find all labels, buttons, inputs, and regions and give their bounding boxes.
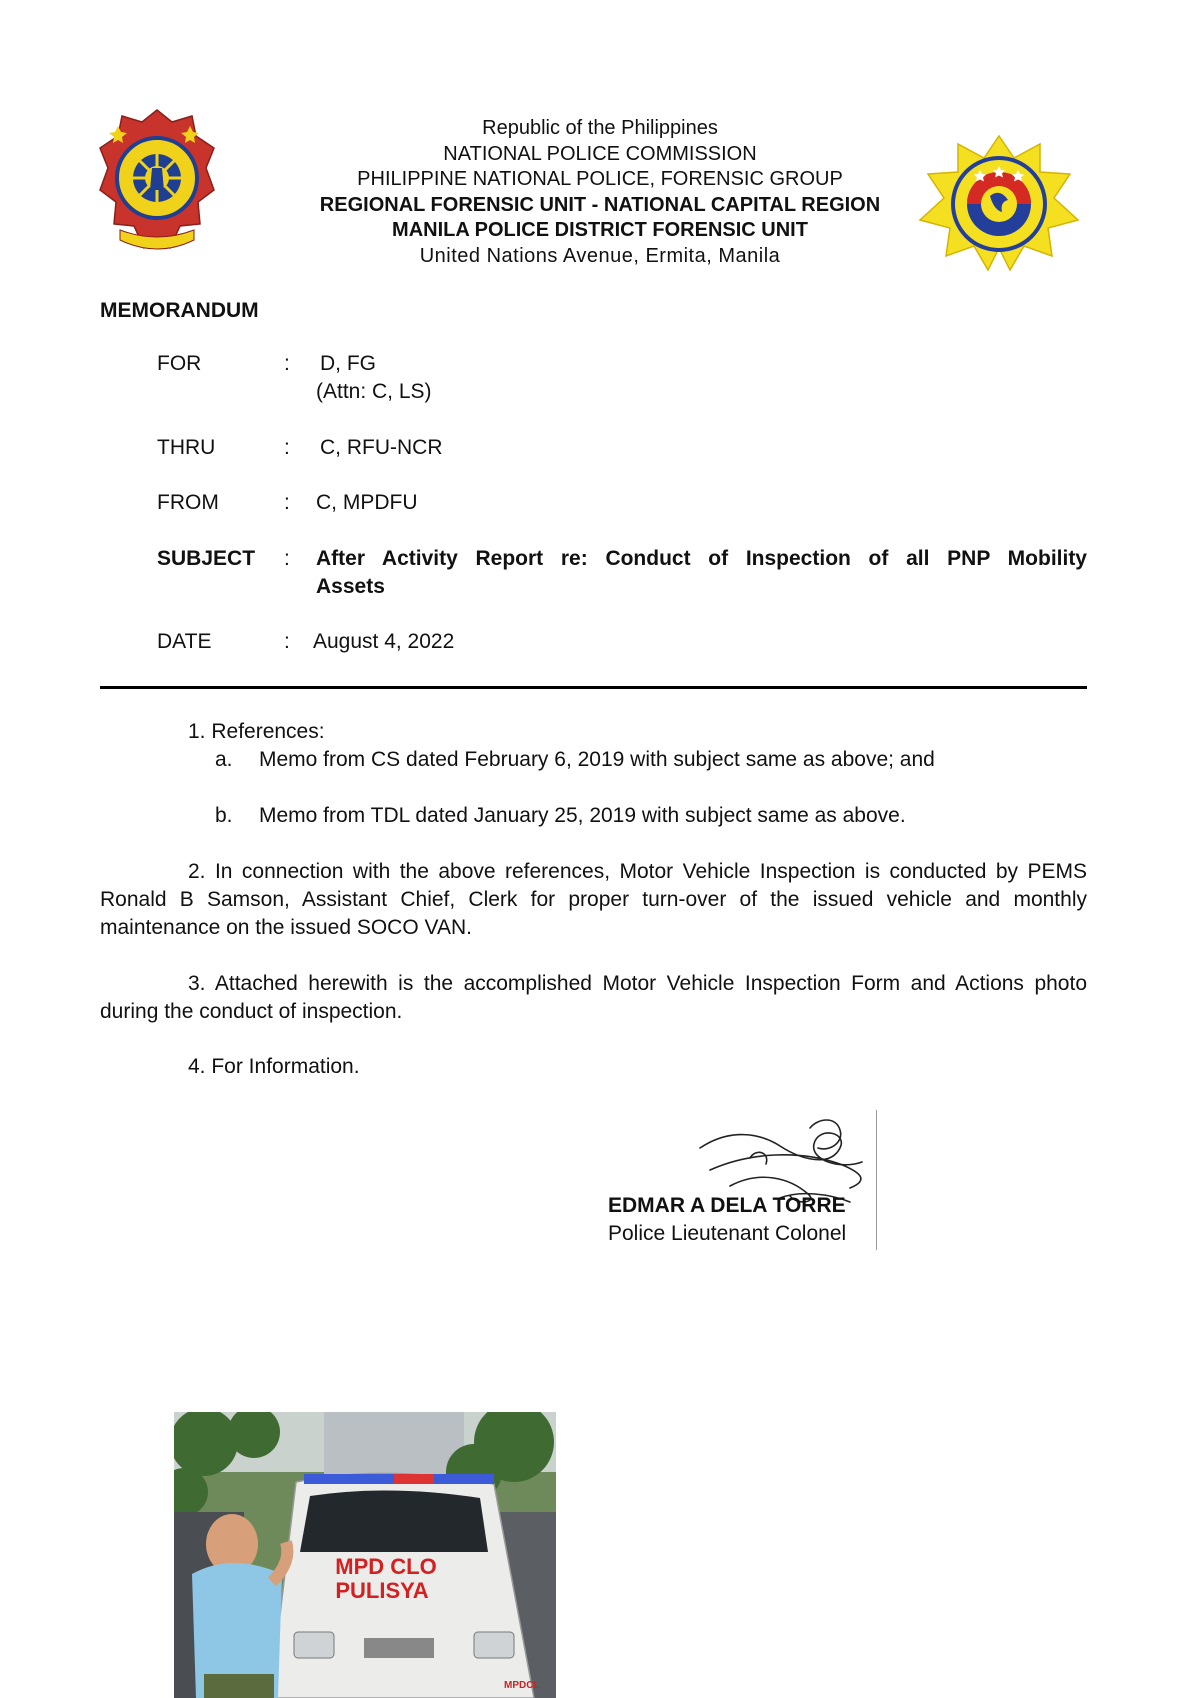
date-colon: : (284, 630, 290, 653)
date-label: DATE (157, 630, 212, 653)
letterhead-line-mpdfu: MANILA POLICE DISTRICT FORENSIC UNIT (392, 219, 808, 241)
from-value: C, MPDFU (316, 491, 418, 514)
for-label: FOR (157, 352, 202, 375)
van-side-text: MPDCL (504, 1680, 540, 1691)
handwritten-signature (690, 1108, 890, 1208)
for-colon: : (284, 352, 290, 375)
thru-label: THRU (157, 436, 216, 459)
letterhead-line-napolcom: NATIONAL POLICE COMMISSION (443, 142, 757, 165)
paragraph-4: 4. For Information. (188, 1055, 360, 1078)
thru-colon: : (284, 436, 290, 459)
memo-title: MEMORANDUM (100, 299, 259, 322)
from-label: FROM (157, 491, 219, 514)
letterhead (260, 116, 940, 269)
van-text-pulisya: PULISYA (335, 1578, 429, 1603)
letterhead-line-address: United Nations Avenue, Ermita, Manila (419, 244, 781, 267)
from-colon: : (284, 491, 290, 514)
letterhead-line-rfu-ncr: REGIONAL FORENSIC UNIT - NATIONAL CAPITAL REGION (319, 193, 881, 216)
signatory-rank: Police Lieutenant Colonel (608, 1222, 847, 1245)
reference-a-marker: a. (215, 748, 233, 771)
reference-b-text: Memo from TDL dated January 25, 2019 with subject same as above. (259, 804, 906, 827)
paragraph-1-references: 1. References: (188, 720, 325, 743)
paragraph-2: 2. In connection with the above references, Motor Vehicle Inspection is conducted by PEMS Ronald B Samson, Assistant Chief, Clerk for proper turn-over of the issued vehicle and monthly maintenance on the issued SOCO VAN. (100, 860, 1087, 939)
date-value: August 4, 2022 (313, 630, 455, 653)
pnp-forensic-group-seal-icon (918, 134, 1080, 272)
thru-value: C, RFU-NCR (320, 436, 443, 459)
signature-margin-line (876, 1110, 877, 1250)
for-attn: (Attn: C, LS) (316, 380, 432, 403)
subject-label: SUBJECT (157, 547, 256, 570)
subject-value-line2: Assets (316, 575, 385, 598)
paragraph-3: 3. Attached herewith is the accomplished Motor Vehicle Inspection Form and Actions photo during the conduct of inspection. (100, 972, 1087, 1023)
subject-colon: : (284, 547, 290, 570)
letterhead-line-pnp-fg: PHILIPPINE NATIONAL POLICE, FORENSIC GROUP (357, 168, 843, 190)
van-text-mpd-clo: MPD CLO (335, 1554, 437, 1579)
header-divider (100, 686, 1087, 689)
for-value: D, FG (320, 352, 376, 375)
reference-a-text: Memo from CS dated February 6, 2019 with subject same as above; and (259, 748, 935, 771)
pnp-seal-icon (98, 108, 216, 258)
signatory-name: EDMAR A DELA TORRE (608, 1194, 846, 1217)
inspection-photo (174, 1412, 556, 1698)
subject-value-line1: After Activity Report re: Conduct of Inspection of all PNP Mobility (316, 547, 1087, 570)
letterhead-line-republic: Republic of the Philippines (482, 117, 718, 139)
reference-b-marker: b. (215, 804, 233, 827)
